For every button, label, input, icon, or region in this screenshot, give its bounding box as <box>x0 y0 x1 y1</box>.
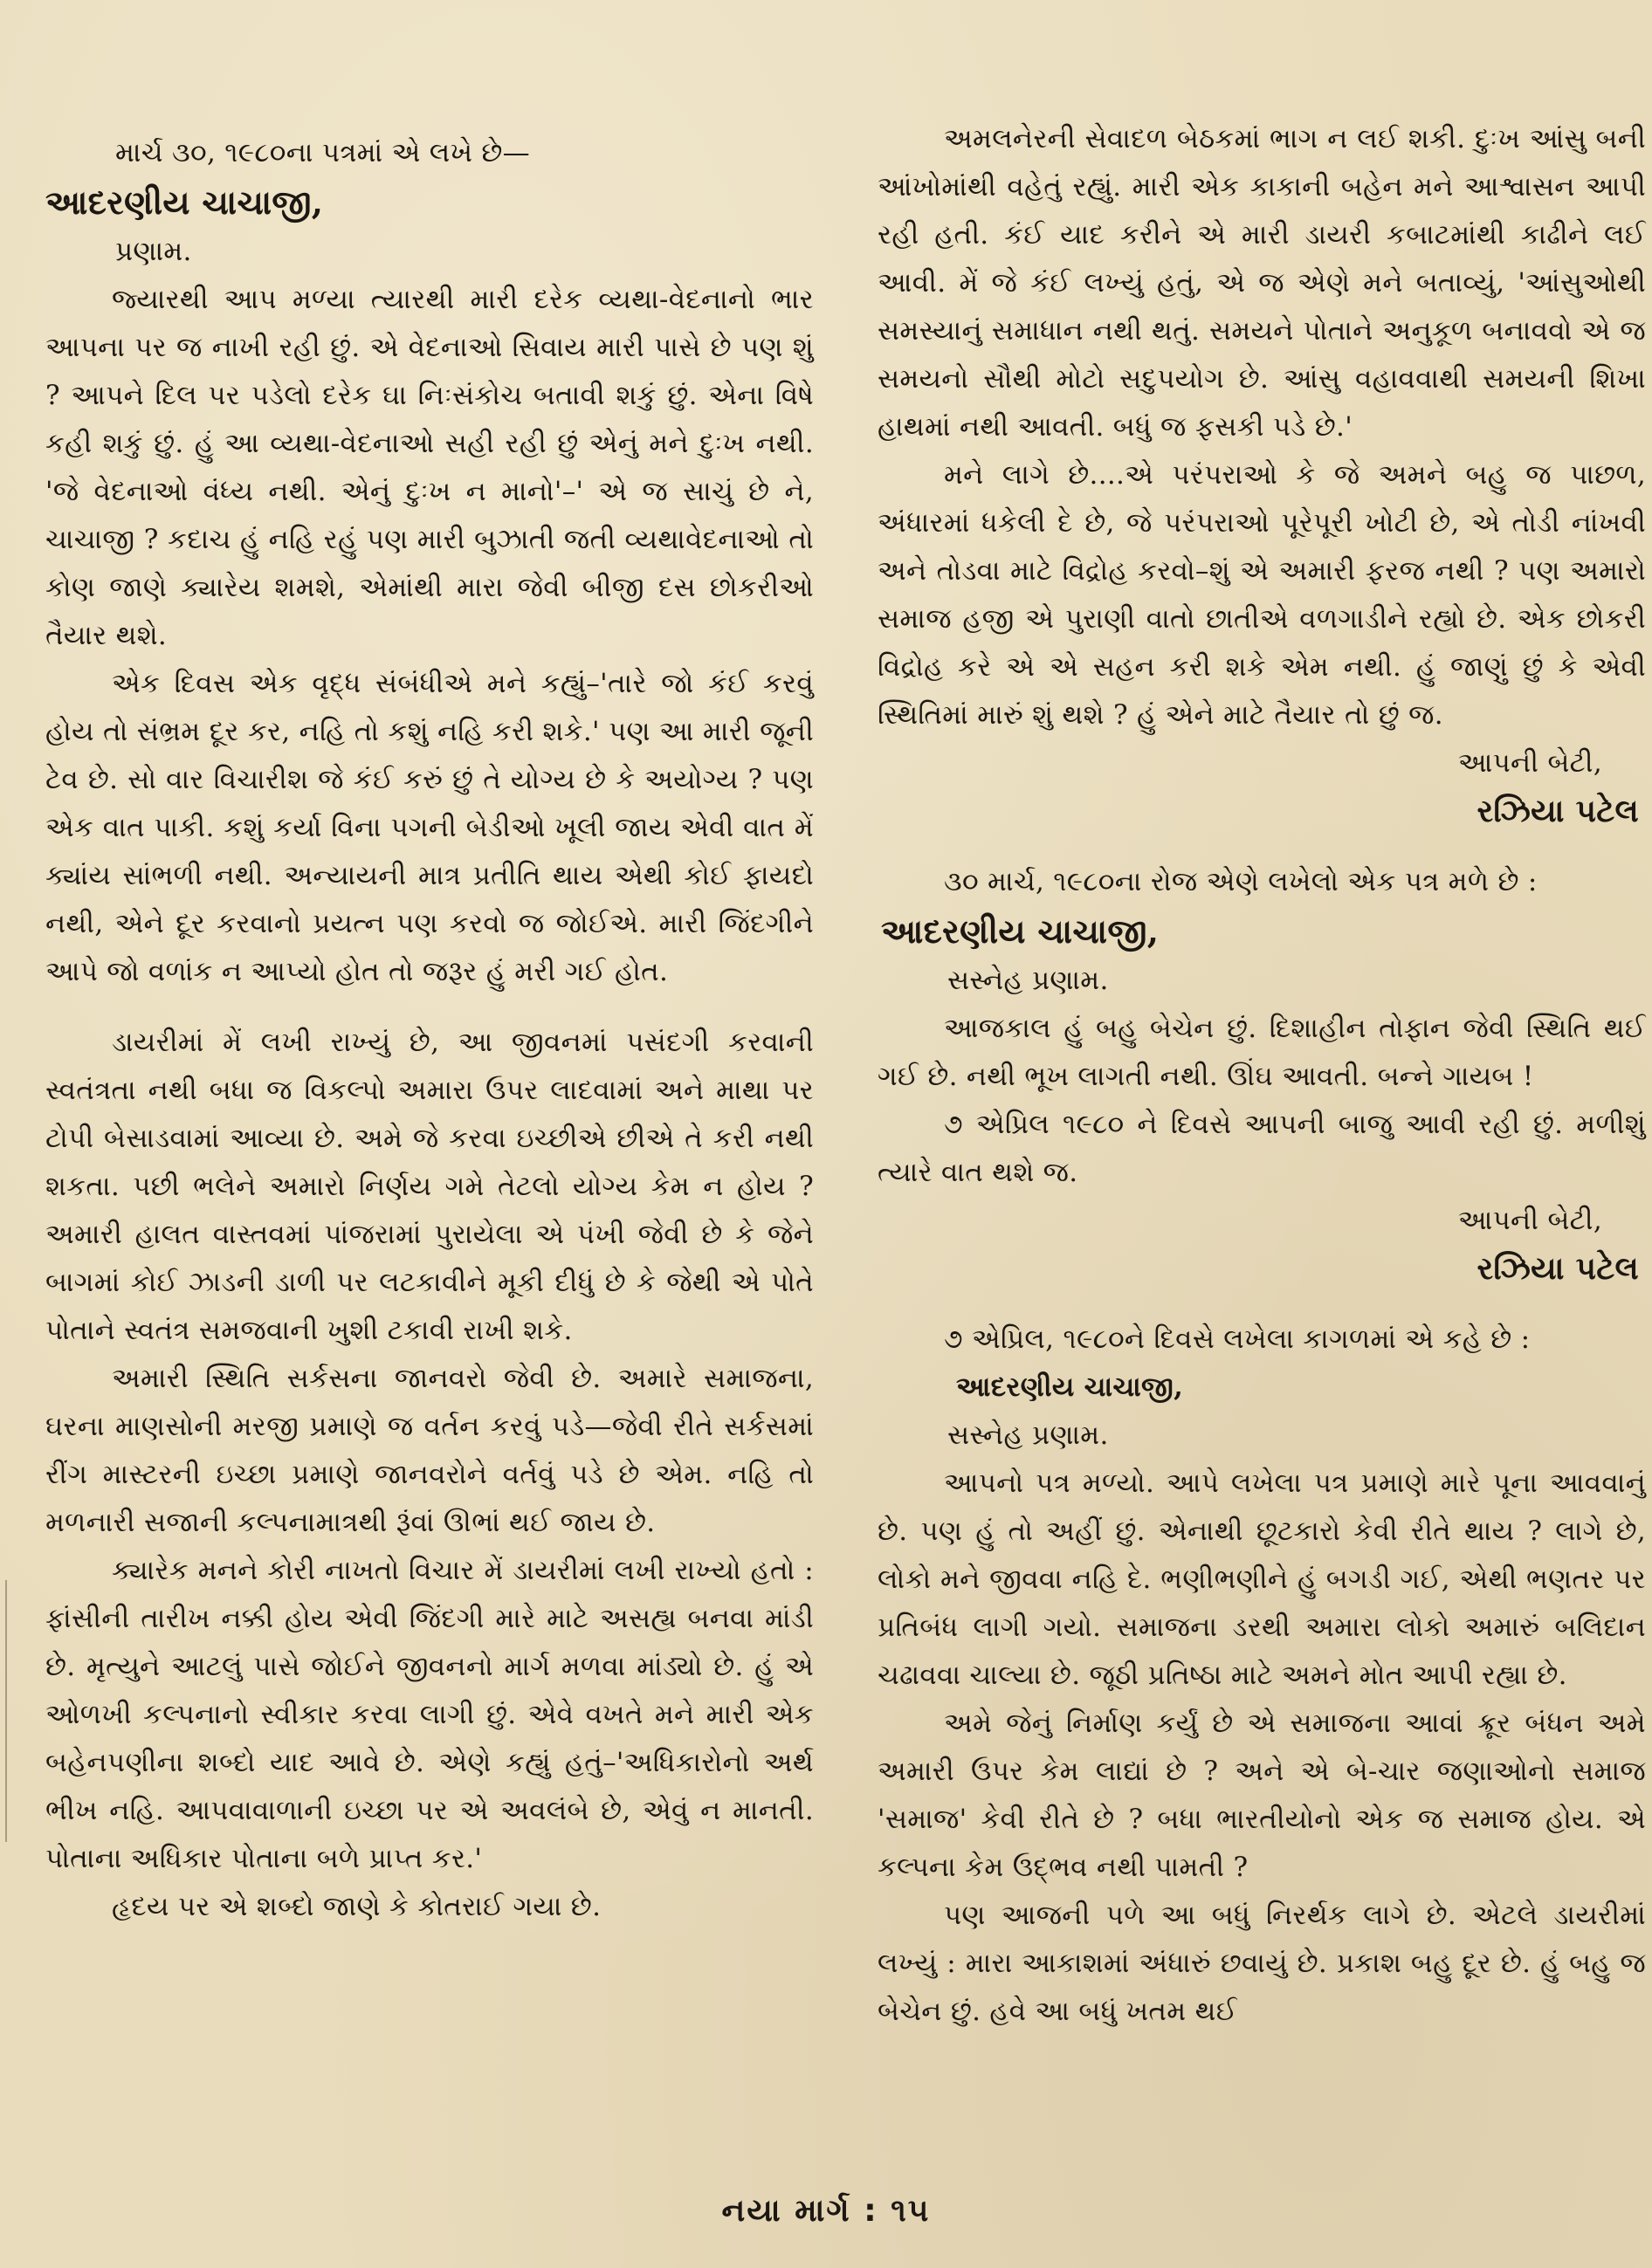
signature-closing: આપની બેટી, <box>1457 1205 1602 1236</box>
signature-closing: આપની બેટી, <box>1457 747 1602 779</box>
body-paragraph: જ્યારથી આપ મળ્યા ત્યારથી મારી દરેક વ્યથા-વેદનાનો ભાર આપના પર જ નાખી રહી છું. એ વેદનાઓ સિવાય મારી પાસે છે પણ શું ? આપને દિલ પર પડેલો દરેક ઘા નિઃસંકોચ બતાવી શકું છું. એના વિષે કહી શકું છું. હું આ વ્યથા-વેદનાઓ સહી રહી છું એનું મને દુઃખ નથી. 'જે વેદનાઓ વંધ્ય નથી. એનું દુઃખ ન માનો'–' એ જ સાચું છે ને, ચાચાજી ? કદાચ હું નહિ રહું પણ મારી બુઝાતી જતી વ્યથાવેદનાઓ તો કોણ જાણે ક્યારેય શમશે, એમાંથી મારા જેવી બીજી દસ છોકરીઓ તૈયાર થશે. <box>45 284 814 651</box>
margin-pencil-mark <box>5 1580 12 1842</box>
letter-greeting: સસ્નેહ પ્રણામ. <box>947 1419 1109 1451</box>
letter-greeting: પ્રણામ. <box>115 236 192 267</box>
body-paragraph: મને લાગે છે....એ પરંપરાઓ કે જે અમને બહુ જ પાછળ, અંધારમાં ધકેલી દે છે, જે પરંપરાઓ પૂરેપૂરી ખોટી છે, એ તોડી નાંખવી અને તોડવા માટે વિદ્રોહ કરવો–શું એ અમારી ફરજ નથી ? પણ અમારો સમાજ હજી એ પુરાણી વાતો છાતીએ વળગાડીને રહ્યો છે. એક છોકરી વિદ્રોહ કરે એ એ સહન કરી શકે એમ નથી. હું જાણું છું કે એવી સ્થિતિમાં મારું શું થશે ? હું એને માટે તૈયાર તો છું જ. <box>878 459 1646 731</box>
right-column <box>878 115 1646 2036</box>
body-paragraph: અમારી સ્થિતિ સર્કસના જાનવરો જેવી છે. અમારે સમાજના, ઘરના માણસોની મરજી પ્રમાણે જ વર્તન કરવું પડે—જેવી રીતે સર્કસમાં રીંગ માસ્ટરની ઇચ્છા પ્રમાણે જાનવરોને વર્તવું પડે છે એમ. નહિ તો મળનારી સજાની કલ્પનામાત્રથી રૂંવાં ઊભાં થઈ જાય છે. <box>45 1363 814 1538</box>
letter-date-line: માર્ચ ૩૦, ૧૯૮૦ના પત્રમાં એ લખે છે— <box>115 137 530 168</box>
body-paragraph: ડાયરીમાં મેં લખી રાખ્યું છે, આ જીવનમાં પસંદગી કરવાની સ્વતંત્રતા નથી બધા જ વિકલ્પો અમારા ઉપર લાદવામાં અને માથા પર ટોપી બેસાડવામાં આવ્યા છે. અમે જે કરવા ઇચ્છીએ છીએ તે કરી નથી શકતા. પછી ભલેને અમારો નિર્ણય ગમે તેટલો યોગ્ય કેમ ન હોય ? અમારી હાલત વાસ્તવમાં પાંજરામાં પુરાયેલા એ પંખી જેવી છે કે જેને બાગમાં કોઈ ઝાડની ડાળી પર લટકાવીને મૂકી દીધું છે કે જેથી એ પોતે પોતાને સ્વતંત્ર સમજવાની ખુશી ટકાવી રાખી શકે. <box>45 1027 814 1346</box>
letter-intro: ૭ એપ્રિલ, ૧૯૮૦ને દિવસે લખેલા કાગળમાં એ કહે છે : <box>944 1323 1531 1355</box>
signature-name: રઝિયા પટેલ <box>1476 1250 1639 1287</box>
signature-name: રઝિયા પટેલ <box>1476 793 1639 829</box>
letter-intro: ૩૦ માર્ચ, ૧૯૮૦ના રોજ એણે લખેલો એક પત્ર મળે છે : <box>944 866 1538 897</box>
letter-salutation: આદરણીય ચાચાજી, <box>881 911 1160 951</box>
page-footer: નયા માર્ગ : ૧૫ <box>721 2193 931 2229</box>
letter-salutation: આદરણીય ચાચાજી, <box>45 182 324 222</box>
left-column <box>45 129 814 1931</box>
body-paragraph: અમલનેરની સેવાદળ બેઠકમાં ભાગ ન લઈ શકી. દુઃખ આંસુ બની આંખોમાંથી વહેતું રહ્યું. મારી એક કાકાની બહેન મને આશ્વાસન આપી રહી હતી. કંઈ યાદ કરીને એ મારી ડાયરી કબાટમાંથી કાઢીને લઈ આવી. મેં જે કંઈ લખ્યું હતું, એ જ એણે મને બતાવ્યું, 'આંસુઓથી સમસ્યાનું સમાધાન નથી થતું. સમયને પોતાને અનુકૂળ બનાવવો એ જ સમયનો સૌથી મોટો સદુપયોગ છે. આંસુ વહાવવાથી સમયની શિખા હાથમાં નથી આવતી. બધું જ ફસકી પડે છે.' <box>878 123 1646 443</box>
body-paragraph: ૭ એપ્રિલ ૧૯૮૦ ને દિવસે આપની બાજુ આવી રહી છું. મળીશું ત્યારે વાત થશે જ. <box>878 1109 1646 1188</box>
body-paragraph: ક્યારેક મનને કોરી નાખતો વિચાર મેં ડાયરીમાં લખી રાખ્યો હતો : ફાંસીની તારીખ નક્કી હોય એવી જિંદગી મારે માટે અસહ્ય બનવા માંડી છે. મૃત્યુને આટલું પાસે જોઈને જીવનનો માર્ગ મળવા માંડ્યો છે. હું એ ઓળખી કલ્પનાનો સ્વીકાર કરવા લાગી છું. એવે વખતે મને મારી એક બહેનપણીના શબ્દો યાદ આવે છે. એણે કહ્યું હતું–'અધિકારોનો અર્થ ભીખ નહિ. આપવાવાળાની ઇચ્છા પર એ અવલંબે છે, એવું ન માનતી. પોતાના અધિકાર પોતાના બળે પ્રાપ્ત કર.' <box>45 1555 814 1874</box>
body-paragraph: પણ આજની પળે આ બધું નિરર્થક લાગે છે. એટલે ડાયરીમાં લખ્યું : મારા આકાશમાં અંધારું છવાયું છે. પ્રકાશ બહુ દૂર છે. હું બહુ જ બેચેન છું. હવે આ બધું ખતમ થઈ <box>878 1900 1646 2027</box>
letter-salutation: આદરણીય ચાચાજી, <box>956 1371 1184 1403</box>
body-paragraph: આપનો પત્ર મળ્યો. આપે લખેલા પત્ર પ્રમાણે મારે પૂના આવવાનું છે. પણ હું તો અહીં છું. એનાથી છૂટકારો કેવી રીતે થાય ? લાગે છે, લોકો મને જીવવા નહિ દે. ભણીભણીને હું બગડી ગઈ, એથી ભણતર પર પ્રતિબંધ લાગી ગયો. સમાજના ડરથી અમારા લોકો અમારું બલિદાન ચઢાવવા ચાલ્યા છે. જૂઠી પ્રતિષ્ઠા માટે અમને મોત આપી રહ્યા છે. <box>878 1467 1646 1691</box>
body-paragraph: આજકાલ હું બહુ બેચેન છું. દિશાહીન તોફાન જેવી સ્થિતિ થઈ ગઈ છે. નથી ભૂખ લાગતી નથી. ઊંઘ આવતી. બન્ને ગાયબ ! <box>878 1013 1646 1092</box>
letter-greeting: સસ્નેહ પ્રણામ. <box>947 965 1109 996</box>
body-paragraph: અમે જેનું નિર્માણ કર્યું છે એ સમાજના આવાં ક્રૂર બંધન અમે અમારી ઉપર કેમ લાદ્યાં છે ? અને એ બે-ચાર જણાઓનો સમાજ 'સમાજ' કેવી રીતે છે ? બધા ભારતીયોનો એક જ સમાજ હોય. એ કલ્પના કેમ ઉદ્ભવ નથી પામતી ? <box>878 1708 1646 1883</box>
body-paragraph: હૃદય પર એ શબ્દો જાણે કે કોતરાઈ ગયા છે. <box>112 1891 602 1922</box>
body-paragraph: એક દિવસ એક વૃદ્ધ સંબંધીએ મને કહ્યું–'તારે જો કંઈ કરવું હોય તો સંભ્રમ દૂર કર, નહિ તો કશું નહિ કરી શકે.' પણ આ મારી જૂની ટેવ છે. સો વાર વિચારીશ જે કંઈ કરું છું તે યોગ્ય છે કે અયોગ્ય ? પણ એક વાત પાકી. કશું કર્યા વિના પગની બેડીઓ ખૂલી જાય એવી વાત મેં ક્યાંય સાંભળી નથી. અન્યાયની માત્ર પ્રતીતિ થાય એથી કોઈ ફાયદો નથી, એને દૂર કરવાનો પ્રયત્ન પણ કરવો જ જોઈએ. મારી જિંદગીને આપે જો વળાંક ન આપ્યો હોત તો જરૂર હું મરી ગઈ હોત. <box>45 668 814 987</box>
